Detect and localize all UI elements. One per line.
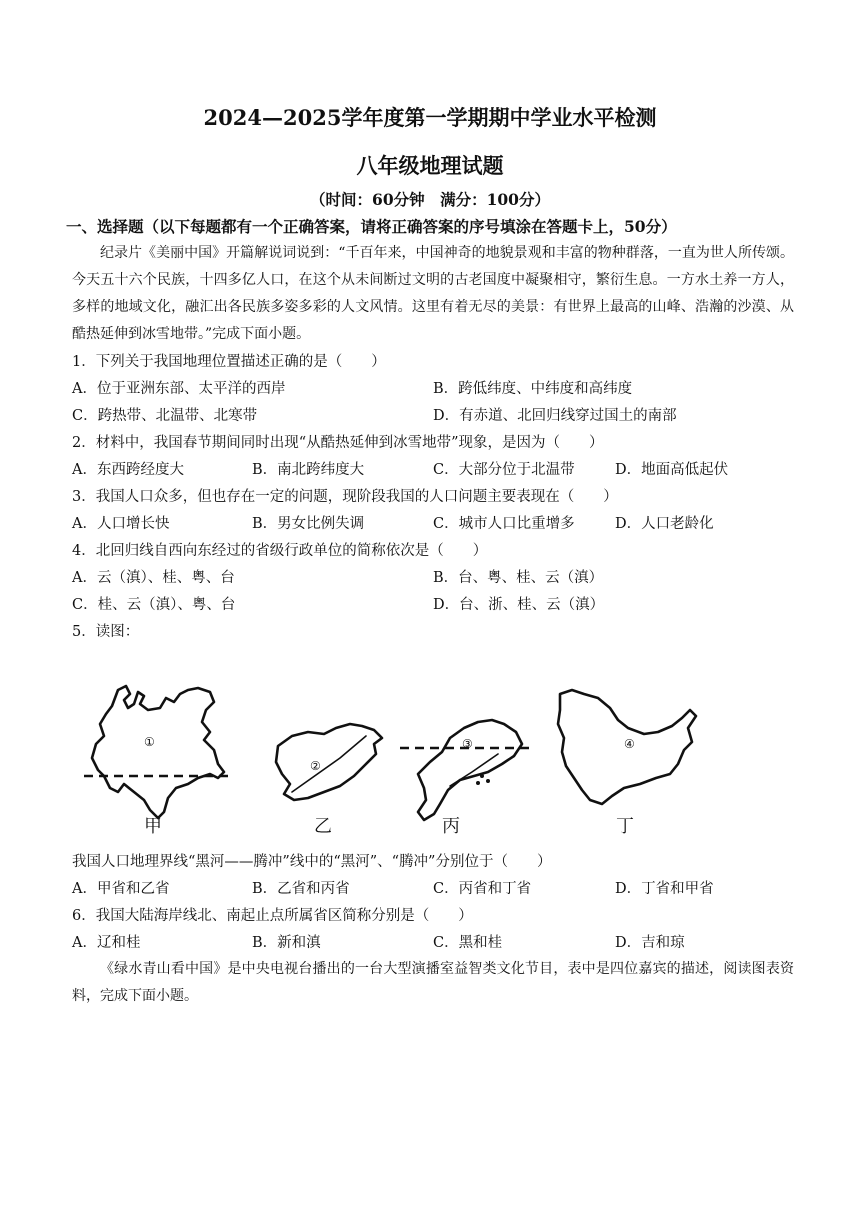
- caption-bing: 丙: [442, 816, 460, 837]
- q4-option-a[interactable]: A．云（滇）、桂、粤、台: [72, 570, 235, 586]
- question-5-follow: 我国人口地理界线“黑河——腾冲”线中的“黑河”、“腾冲”分别位于（ ）: [72, 854, 552, 870]
- q5-option-d[interactable]: D．丁省和甲省: [615, 881, 714, 897]
- q4-option-d[interactable]: D．台、浙、桂、云（滇）: [433, 597, 605, 613]
- question-6-stem: 6．我国大陆海岸线北、南起止点所属省区简称分别是（ ）: [72, 908, 473, 924]
- q1-option-b[interactable]: B．跨低纬度、中纬度和高纬度: [433, 381, 633, 397]
- q6-option-b[interactable]: B．新和滇: [252, 935, 321, 951]
- q5-option-c[interactable]: C．丙省和丁省: [433, 881, 532, 897]
- province-outline-bing: [418, 720, 522, 820]
- q3-option-b[interactable]: B．男女比例失调: [252, 516, 365, 532]
- q6-option-a[interactable]: A．辽和桂: [72, 935, 141, 951]
- q5-option-b[interactable]: B．乙省和丙省: [252, 881, 350, 897]
- q2-option-b[interactable]: B．南北跨纬度大: [252, 462, 365, 478]
- marker-1: ①: [144, 735, 155, 749]
- marker-4: ④: [624, 737, 635, 751]
- section-heading: 一、选择题（以下每题都有一个正确答案，请将正确答案的序号填涂在答题卡上，50分）: [66, 217, 677, 236]
- marker-3: ③: [462, 737, 473, 751]
- q2-option-a[interactable]: A．东西跨经度大: [72, 462, 184, 478]
- province-outline-jia: [92, 686, 224, 818]
- q3-option-a[interactable]: A．人口增长快: [72, 516, 170, 532]
- exam-subtitle: 八年级地理试题: [356, 153, 504, 178]
- q2-option-d[interactable]: D．地面高低起伏: [615, 462, 729, 478]
- question-3-stem: 3．我国人口众多，但也存在一定的问题，现阶段我国的人口问题主要表现在（ ）: [72, 489, 618, 505]
- q6-option-d[interactable]: D．吉和琼: [615, 935, 685, 951]
- q1-option-d[interactable]: D．有赤道、北回归线穿过国土的南部: [433, 408, 677, 424]
- marker-2: ②: [310, 759, 321, 773]
- caption-jia: 甲: [144, 816, 162, 837]
- caption-yi: 乙: [314, 816, 332, 837]
- q1-option-a[interactable]: A．位于亚洲东部、太平洋的西岸: [72, 381, 286, 397]
- question-4-stem: 4．北回归线自西向东经过的省级行政单位的简称依次是（ ）: [72, 543, 488, 559]
- q5-option-a[interactable]: A．甲省和乙省: [72, 881, 170, 897]
- exam-title: 2024—2025学年度第一学期期中学业水平检测: [203, 105, 657, 130]
- caption-ding: 丁: [616, 816, 634, 837]
- q4-option-b[interactable]: B．台、粤、桂、云（滇）: [433, 570, 604, 586]
- question-2-stem: 2．材料中，我国春节期间同时出现“从酷热延伸到冰雪地带”现象，是因为（ ）: [72, 435, 604, 451]
- province-outline-figure: [78, 680, 718, 840]
- passage-intro: 纪录片《美丽中国》开篇解说词说到：“千百年来，中国神奇的地貌景观和丰富的物种群落，一直为世人所传颂。今天五十六个民族，十四多亿人口，在这个从未间断过文明的古老国度中凝聚相守，繁衍生息。一方水土养一方人，多样的地域文化，融汇出各民族多姿多彩的人文风情。这里有着无尽的美景：有世界上最高的山峰、浩瀚的沙漠、从酷热延伸到冰雪地带。”完成下面小题。: [72, 245, 794, 342]
- passage-show: 《绿水青山看中国》是中央电视台播出的一台大型演播室益智类文化节目，表中是四位嘉宾的描述，阅读图表资料，完成下面小题。: [72, 961, 794, 1004]
- q3-option-c[interactable]: C．城市人口比重增多: [433, 516, 575, 532]
- q1-option-c[interactable]: C．跨热带、北温带、北寒带: [72, 408, 258, 424]
- question-5-stem: 5．读图：: [72, 624, 140, 640]
- question-1-stem: 1．下列关于我国地理位置描述正确的是（ ）: [72, 354, 386, 370]
- q3-option-d[interactable]: D．人口老龄化: [615, 516, 714, 532]
- q4-option-c[interactable]: C．桂、云（滇）、粤、台: [72, 597, 236, 613]
- exam-meta: （时间：60分钟 满分：100分）: [310, 190, 550, 209]
- q6-option-c[interactable]: C．黑和桂: [433, 935, 503, 951]
- q2-option-c[interactable]: C．大部分位于北温带: [433, 462, 575, 478]
